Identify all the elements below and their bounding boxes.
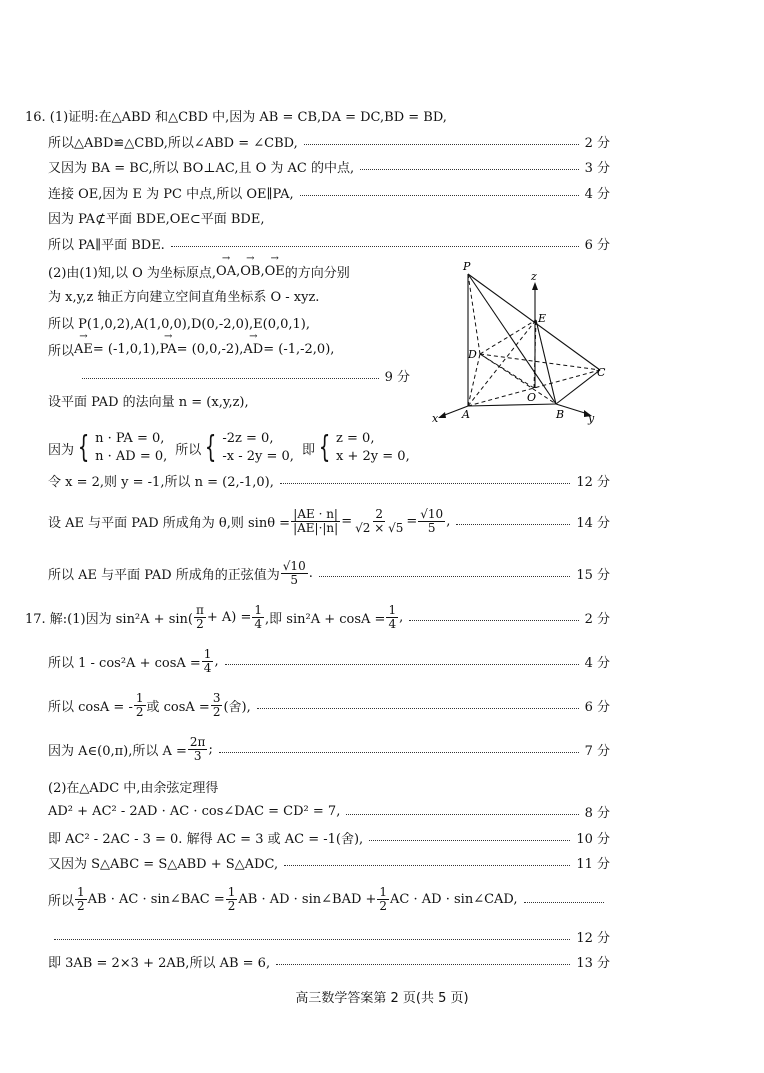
equation-system: { -2z = 0, -x - 2y = 0,	[205, 430, 294, 465]
line: 16. (1)证明:在△ABD 和△CBD 中,因为 AB = CB,DA = DC,BD = BD,	[25, 109, 447, 125]
label-B: B	[556, 408, 565, 421]
equation-system: { n · PA = 0, n · AD = 0,	[77, 430, 168, 465]
edge-PD	[468, 274, 480, 354]
vector-oe: → OE	[265, 264, 285, 279]
line: 因为 A∈(0,π),所以 A = $\frac{2\pi}{3}$ ; 7 分	[48, 734, 610, 763]
line	[48, 925, 610, 947]
fraction: $\frac{1}{2}$	[77, 884, 85, 913]
line: 令 x = 2,则 y = -1,所以 n = (2,-1,0), 12 分	[48, 469, 610, 491]
pyramid-figure	[430, 258, 610, 428]
line: 所以 cosA = - $\frac{1}{2}$ 或 cosA = $\frac{3}{2}$ (舍), 6 分	[48, 690, 610, 719]
line: 所以△ABD≌△CBD,所以∠ABD = ∠CBD, 2 分	[48, 130, 610, 152]
score: 2 分	[584, 135, 610, 151]
edge-DE	[480, 320, 536, 354]
edge-AB	[468, 404, 556, 406]
vector-ad: → AD	[243, 342, 263, 357]
label-y: y	[588, 412, 595, 425]
label-C: C	[597, 366, 606, 379]
line: 即 AC² - 2AC - 3 = 0. 解得 AC = 3 或 AC = -1(舍), 10 分	[48, 826, 610, 848]
score: 3 分	[584, 160, 610, 176]
score: 12 分	[576, 474, 610, 490]
line	[76, 364, 410, 386]
score: 12 分	[576, 930, 610, 946]
label-P: P	[463, 260, 471, 273]
line: 又因为 S△ABC = S△ABD + S△ADC, 11 分	[48, 851, 610, 873]
label-D: D	[468, 348, 477, 361]
fraction: $\frac{3}{2}$	[212, 690, 221, 719]
line: 所以 1 - cos²A + cosA = $\frac{1}{4}$ , 4 分	[48, 646, 610, 675]
label-z: z	[531, 270, 537, 283]
fraction: $\frac{1}{2}$	[135, 690, 144, 719]
line: (2)由(1)知,以 O 为坐标原点, → OA , → OB , → OE 的方向分别	[48, 260, 428, 282]
score: 11 分	[576, 856, 610, 872]
fraction: $\frac{1}{2}$	[227, 884, 236, 913]
line: 又因为 BA = BC,所以 BO⊥AC,且 O 为 AC 的中点, 3 分	[48, 155, 610, 177]
score: 9 分	[384, 369, 410, 385]
fraction: $\frac{1}{2}$	[379, 884, 388, 913]
line: 为 x,y,z 轴正方向建立空间直角坐标系 O - xyz.	[48, 289, 320, 305]
line: (2)在△ADC 中,由余弦定理得	[48, 780, 219, 796]
edge-BC	[556, 370, 600, 404]
vector-ob: → OB	[240, 264, 260, 279]
line: 设 AE 与平面 PAD 所成角为 θ,则 sinθ = $\frac{|AE \cdot n|}{|AE|\cdot|n|}$ = $\frac{2}{√2 \times √5}$ = $\frac{√10}{5}$ , 14 分	[48, 506, 610, 535]
label-O: O	[527, 391, 537, 404]
line: 设平面 PAD 的法向量 n = (x,y,z),	[48, 394, 249, 410]
x-arrow	[438, 412, 446, 418]
line: 17. 解:(1)因为 sin²A + sin( $\frac{\pi}{2}$ + A) = $\frac{1}{4}$ ,即 sin²A + cosA = $\frac{1}{4}$ , 2 分	[25, 602, 610, 631]
line: 因为 { n · PA = 0, n · AD = 0, 所以 { -2z = 0, -x - 2y = 0, 即 { z = 0, x + 2y = 0,	[48, 430, 410, 465]
page-footer: 高三数学答案第 2 页(共 5 页)	[295, 991, 469, 1006]
fraction: $\frac{1}{4}$	[203, 646, 212, 675]
score: 6 分	[584, 237, 610, 253]
vector-ae: → AE	[74, 342, 93, 357]
score: 14 分	[576, 515, 610, 531]
fraction: $\frac{2}{√2 \times √5}$	[355, 506, 404, 535]
vector-pa: → PA	[160, 342, 177, 357]
z-arrow	[532, 282, 538, 290]
equation-system: { z = 0, x + 2y = 0,	[318, 430, 410, 465]
score: 8 分	[584, 805, 610, 821]
score: 6 分	[584, 699, 610, 715]
line: 因为 PA⊄平面 BDE,OE⊂平面 BDE,	[48, 211, 265, 227]
label-A: A	[462, 408, 470, 421]
fraction: $\frac{1}{4}$	[254, 602, 263, 631]
line: 连接 OE,因为 E 为 PC 中点,所以 OE∥PA, 4 分	[48, 181, 610, 203]
fraction: $\frac{√10}{5}$	[420, 506, 444, 535]
score: 15 分	[576, 567, 610, 583]
score: 7 分	[584, 743, 610, 759]
line: AD² + AC² - 2AD · AC · cos∠DAC = CD² = 7, 8 分	[48, 803, 610, 821]
score: 4 分	[584, 186, 610, 202]
line: 所以 → AE = (-1,0,1), → PA = (0,0,-2), → AD = (-1,-2,0),	[48, 338, 428, 360]
fraction: $\frac{\pi}{2}$	[195, 602, 204, 631]
score: 2 分	[584, 611, 610, 627]
score: 13 分	[576, 955, 610, 971]
score: 4 分	[584, 655, 610, 671]
line: 所以 PA∥平面 BDE. 6 分	[48, 232, 610, 254]
line: 所以 AE 与平面 PAD 所成角的正弦值为 $\frac{√10}{5}$ . 15 分	[48, 558, 610, 587]
label-x: x	[432, 412, 439, 425]
line: 所以 P(1,0,2),A(1,0,0),D(0,-2,0),E(0,0,1),	[48, 316, 310, 332]
fraction: $\frac{√10}{5}$	[282, 558, 306, 587]
score: 10 分	[576, 831, 610, 847]
fraction: $\frac{2\pi}{3}$	[189, 734, 206, 763]
edge-PB	[468, 274, 556, 404]
fraction: $\frac{1}{4}$	[388, 602, 397, 631]
label-E: E	[538, 312, 547, 325]
line: 即 3AB = 2×3 + 2AB,所以 AB = 6, 13 分	[48, 950, 610, 972]
fraction: $\frac{|AE \cdot n|}{|AE|\cdot|n|}$	[293, 506, 339, 535]
vector-oa: → OA	[216, 264, 236, 279]
line: 所以 $\frac{1}{2}$ AB · AC · sin∠BAC = $\frac{1}{2}$ AB · AD · sin∠BAD + $\frac{1}{2}$ AC · AD · sin∠CAD,	[48, 884, 610, 914]
